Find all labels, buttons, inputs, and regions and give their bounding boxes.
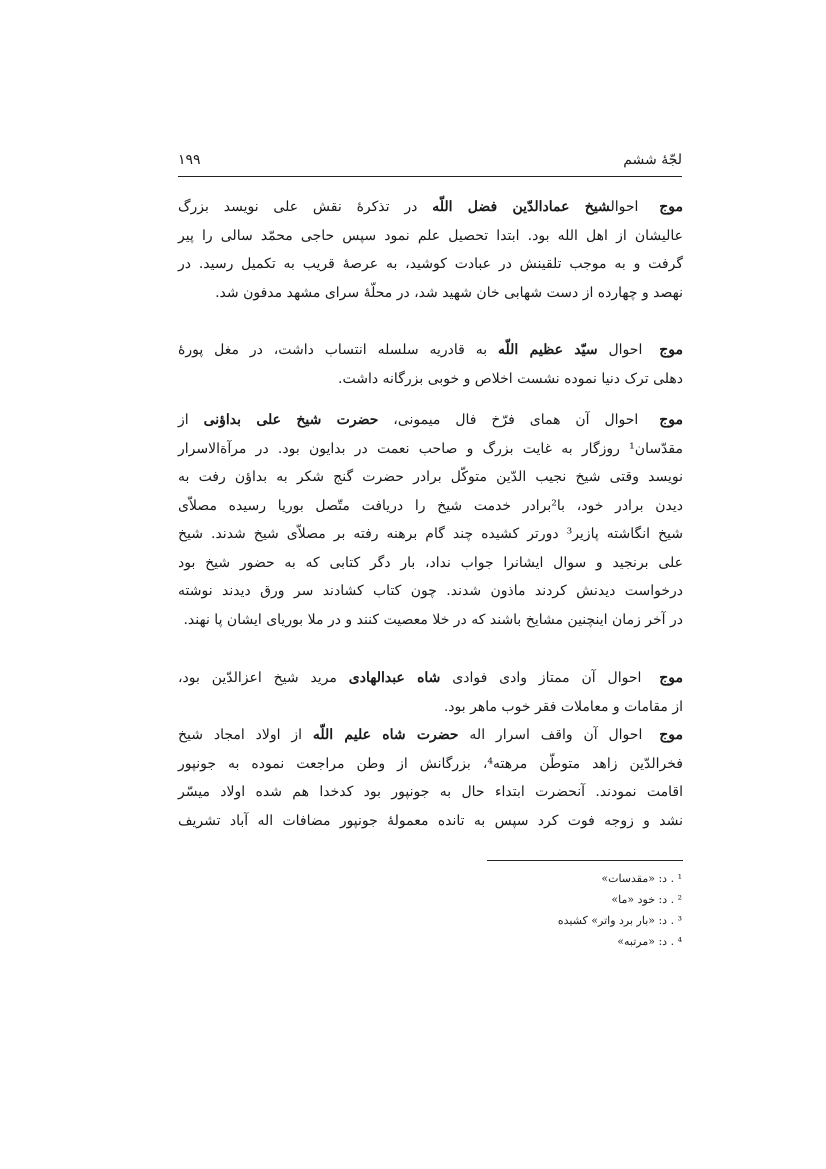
text-line: درخواست دیدنش کردند ماذون شدند. چون کتاب کشادند سر ورق دیدند نوشته [178, 583, 683, 599]
text-run: به قادریه سلسله انتساب داشت، در مغل پورهٔ [178, 342, 498, 358]
text-run: در تذکرهٔ نقش علی نویسد بزرگ [178, 199, 433, 215]
text-line: نشد و زوجه فوت کرد سپس به تانده معمولهٔ جونپور مضافات اله آباد تشریف [178, 812, 683, 829]
footnote-rule [487, 860, 683, 861]
text-line: اقامت نمودند. آنحضرت ابتداء حال به جونپور بود کدخدا هم شده اولاد میسّر [178, 784, 683, 800]
text-line: نویسد وقتی شیخ نجیب الدّین متوکّل برادر حضرت گنج شکر به بداؤن رفت به [178, 469, 683, 485]
text-line: در آخر زمان اینچنین مشایخ باشند که در خلا معصیت کنند و در ملا بوریای ایشان پا نهند. [183, 611, 683, 628]
text-line [178, 664, 683, 693]
text-run: احوال [597, 342, 643, 358]
text-run: احوال آن واقف اسرار اله [458, 727, 643, 743]
text-run: از اولاد امجاد شیخ [178, 727, 313, 743]
person-name: حضرت شیخ علی بداؤنی [203, 412, 379, 428]
text-run: احوال آن همای فرّخ فال میمونی، [378, 412, 639, 428]
mawj-marker: موج [659, 199, 684, 215]
text-line [178, 406, 683, 435]
text-line: مقدّسان¹ روزگار به غایت بزرگ و صاحب نعمت در بدایون بود. در مرآةالاسرار [178, 440, 683, 457]
paragraph-shah-alim-allah [178, 721, 683, 835]
header-rule [178, 176, 682, 177]
paragraph-shaikh-ali-badauni [178, 406, 683, 634]
text-line: دیدن برادر خود، با²برادر خدمت شیخ را دریافت متّصل بوریا رسیده مصلاّی [178, 497, 684, 514]
running-header [178, 150, 682, 174]
mawj-marker: موج [659, 727, 683, 743]
text-line: نهصد و چهارده از دست شهابی خان شهید شد، در محلّهٔ سرای مشهد مدفون شد. [215, 284, 683, 301]
text-line [178, 721, 683, 750]
text-run: از [178, 412, 204, 428]
chapter-title: لجّهٔ ششم [623, 152, 682, 168]
text-line: علی برنجید و سوال ایشانرا جواب نداد، بار دگر کتابی که به حضور شیخ بود [178, 554, 683, 571]
text-line: فخرالدّین زاهد متوطّن مرهته⁴، بزرگانش از وطن مراجعت نموده به جونپور [178, 755, 683, 772]
person-name: شاه عبدالهادی [348, 670, 441, 686]
text-line: از مقامات و معاملات فقر خوب ماهر بود. [443, 698, 683, 715]
mawj-marker: موج [659, 342, 684, 358]
text-line: شیخ انگاشته پازیر³ دورتر کشیده چند گام برهنه رفته بر مصلاّی شیخ شدند. شیخ [178, 526, 683, 542]
text-run: احوال آن ممتاز وادی فوادی [440, 670, 642, 686]
person-name: شیخ عمادالدّین فضل اللّه [432, 199, 611, 215]
mawj-marker: موج [659, 412, 683, 428]
text-line: دهلی ترک دنیا نموده نشست اخلاص و خوبی بزرگانه داشت. [338, 370, 683, 387]
footnote-4: ⁴ . د: «مرتبه» [617, 935, 682, 948]
person-name: حضرت شاه علیم اللّه [312, 727, 459, 743]
footnote-3: ³ . د: «بار برد واتر» کشیده [557, 914, 682, 927]
paragraph-shaikh-imad-al-din [178, 193, 683, 307]
paragraph-sayyid-azim-allah [178, 336, 683, 393]
footnotes [420, 868, 682, 952]
footnote-2: ² . د: خود «ما» [611, 893, 682, 906]
text-line: گرفت و به موجب تلقینش در عبادت کوشید، به عرصهٔ قریب به تکمیل رسید. در [178, 256, 683, 272]
text-line [178, 193, 683, 222]
text-run: احوال [610, 199, 639, 215]
paragraph-shah-abd-al-hadi [178, 664, 683, 721]
mawj-marker: موج [659, 670, 684, 686]
footnote-1: ¹ . د: «مقدسات» [601, 872, 682, 885]
text-line: عالیشان از اهل الله بود. ابتدا تحصیل علم نمود سپس حاجی محمّد سالی را پیر [178, 227, 683, 244]
text-line [178, 336, 683, 365]
page-number: ۱۹۹ [178, 152, 201, 168]
text-run: مرید شیخ اعزالدّین بود، [178, 670, 349, 686]
person-name: سیّد عظیم اللّه [498, 342, 598, 358]
